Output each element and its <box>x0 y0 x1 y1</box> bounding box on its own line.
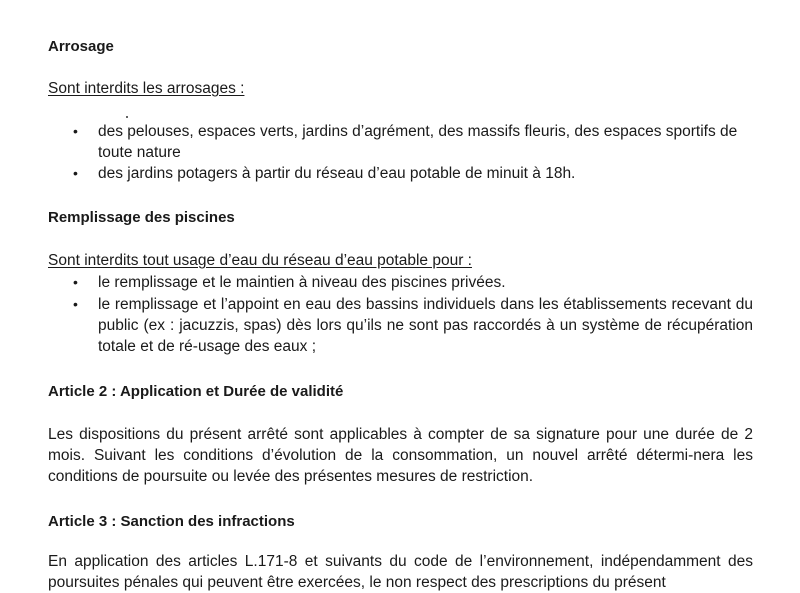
article3-body: En application des articles L.171-8 et suivants du code de l’environnement, indépendamment des poursuites pénales qui peuvent être exercées, le non respect des prescriptions du présent <box>48 553 753 591</box>
intro-text: Sont interdits les arrosages : <box>48 80 245 97</box>
section-intro-arrosage <box>48 78 753 99</box>
list-item-text: des jardins potagers à partir du réseau d’eau potable de minuit à 18h. <box>98 165 576 182</box>
section-heading-arrosage: Arrosage <box>48 38 114 55</box>
section-heading-article2: Article 2 : Application et Durée de validité <box>48 383 344 400</box>
list-item-text: le remplissage et le maintien à niveau des piscines privées. <box>98 274 506 291</box>
list-item <box>48 294 753 357</box>
list-item-text: le remplissage et l’appoint en eau des bassins individuels dans les établissements recevant du public (ex : jacuzzis, spas) dès lors qu’ils ne sont pas raccordés à un système de récupération totale et de ré-usage des eaux ; <box>98 296 753 355</box>
list-item <box>48 121 753 163</box>
list-item-text: des pelouses, espaces verts, jardins d’agrément, des massifs fleuris, des espaces sportifs de toute nature <box>98 123 738 161</box>
bullet-icon: • <box>73 274 78 290</box>
intro-text: Sont interdits tout usage d’eau du réseau d’eau potable pour : <box>48 252 472 269</box>
piscines-list <box>48 272 753 357</box>
section-intro-piscines <box>48 250 753 271</box>
article2-body: Les dispositions du présent arrêté sont applicables à compter de sa signature pour une durée de 2 mois. Suivant les conditions d’évolution de la consommation, un nouvel arrêté détermi-nera les conditions de poursuite ou levée des présentes mesures de restriction. <box>48 426 753 485</box>
list-item <box>48 163 753 184</box>
bullet-icon: • <box>73 296 78 312</box>
stray-mark <box>126 116 128 118</box>
list-item <box>48 272 753 293</box>
bullet-icon: • <box>73 123 78 139</box>
section-heading-article3: Article 3 : Sanction des infractions <box>48 513 295 530</box>
arrosage-list <box>48 121 753 184</box>
section-heading-piscines: Remplissage des piscines <box>48 209 235 226</box>
bullet-icon: • <box>73 165 78 181</box>
